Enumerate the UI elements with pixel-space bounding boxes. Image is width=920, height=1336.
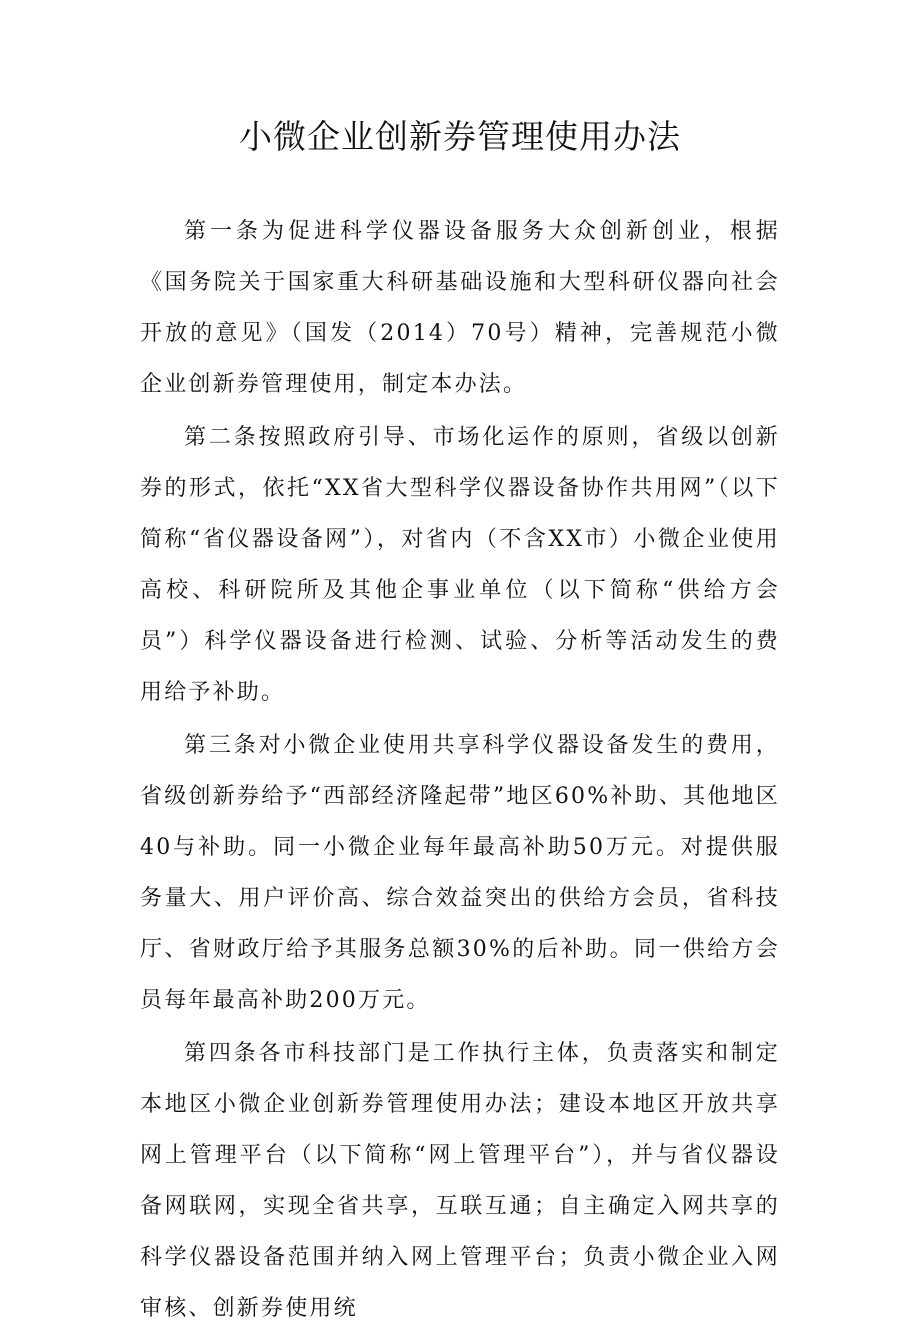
article-1-paragraph: 第一条为促进科学仪器设备服务大众创新创业，根据《国务院关于国家重大科研基础设施和大型科研仪器向社会开放的意见》（国发（2014）70号）精神，完善规范小微企业创新券管理使用，制定本办法。 bbox=[140, 219, 780, 397]
article-2-paragraph: 第二条按照政府引导、市场化运作的原则，省级以创新券的形式，依托“XX省大型科学仪器设备协作共用网”（以下简称“省仪器设备网”），对省内（不含XX市）小微企业使用高校、科研院所及其他企事业单位（以下简称“供给方会员”）科学仪器设备进行检测、试验、分析等活动发生的费用给予补助。 bbox=[140, 425, 780, 705]
article-4-paragraph: 第四条各市科技部门是工作执行主体，负责落实和制定本地区小微企业创新券管理使用办法；建设本地区开放共享网上管理平台（以下简称“网上管理平台”），并与省仪器设备网联网，实现全省共享，互联互通；自主确定入网共享的科学仪器设备范围并纳入网上管理平台；负责小微企业入网审核、创新券使用统 bbox=[140, 1041, 780, 1321]
article-3-paragraph: 第三条对小微企业使用共享科学仪器设备发生的费用，省级创新券给予“西部经济隆起带”地区60%补助、其他地区40与补助。同一小微企业每年最高补助50万元。对提供服务量大、用户评价高、综合效益突出的供给方会员，省科技厅、省财政厅给予其服务总额30%的后补助。同一供给方会员每年最高补助200万元。 bbox=[140, 733, 780, 1013]
document-title: 小微企业创新券管理使用办法 bbox=[239, 117, 681, 156]
document-body bbox=[140, 206, 780, 1336]
